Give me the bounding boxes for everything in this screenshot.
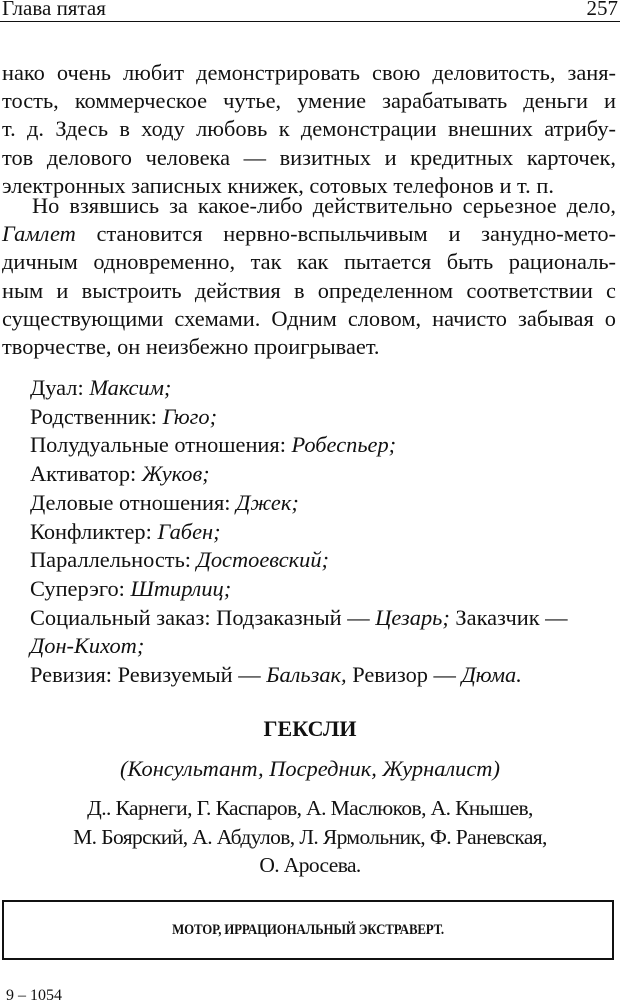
paragraph-line: т. д. Здесь в ходу любовь к демонстрации внешних атрибу- bbox=[2, 116, 616, 142]
relation-value: Жуков; bbox=[141, 461, 210, 487]
paragraph-line: творчестве, он неизбежно проигрывает. bbox=[2, 334, 380, 360]
section-subtitle: (Консультант, Посредник, Журналист) bbox=[120, 756, 500, 781]
type-description-text: МОТОР, ИРРАЦИОНАЛЬНЫЙ ЭКСТРАВЕРТ. bbox=[172, 922, 444, 938]
relation-label: Родственник: bbox=[30, 403, 163, 429]
relation-label: Параллельность: bbox=[30, 547, 197, 573]
chapter-title: Глава пятая bbox=[2, 0, 106, 20]
paragraph-line: тов делового человека — визитных и кредитных карточек, bbox=[2, 144, 616, 170]
relation-label: Деловые отношения: bbox=[30, 489, 237, 515]
relation-value: Штирлиц; bbox=[130, 575, 232, 601]
relation-item bbox=[30, 489, 610, 518]
relations-list bbox=[30, 374, 610, 690]
relation-value: Гюго; bbox=[162, 403, 218, 429]
relation-value: Робеспьер; bbox=[291, 432, 397, 458]
names-line: Д.. Карнеги, Г. Каспаров, А. Маслюков, А. Кнышев, bbox=[87, 796, 533, 820]
relation-label: Заказчик — bbox=[449, 604, 568, 630]
paragraph-2 bbox=[2, 192, 616, 361]
relation-label: Социальный заказ: Подзаказный — bbox=[30, 604, 376, 630]
relation-label: Активатор: bbox=[30, 461, 142, 487]
paragraph-line: Но взявшись за какое-либо действительно серьезное дело, bbox=[32, 193, 616, 218]
paragraph-1 bbox=[2, 59, 616, 200]
paragraph-line: ным и выстроить действия в определенном соответствии с bbox=[2, 277, 616, 303]
paragraph-line: тость, коммерческое чутье, умение зарабатывать деньги и bbox=[2, 88, 616, 114]
paragraph-line: нако очень любит демонстрировать свою деловитость, заня- bbox=[2, 60, 616, 85]
relation-label: Ревизор — bbox=[346, 662, 462, 688]
names-line: М. Боярский, А. Абдулов, Л. Ярмольник, Ф. Раневская, bbox=[73, 824, 547, 849]
section-title: ГЕКСЛИ bbox=[263, 716, 357, 741]
paragraph-line: дичным одновременно, так как пытается быть рациональ- bbox=[2, 249, 616, 275]
relation-value: Максим; bbox=[89, 375, 172, 400]
relation-label: Суперэго: bbox=[30, 575, 131, 601]
relation-item-revision bbox=[30, 661, 610, 690]
relation-item bbox=[30, 575, 610, 604]
relation-value: Джек; bbox=[236, 489, 299, 515]
relation-value: Габен; bbox=[157, 518, 221, 544]
paragraph-line: электронных записных книжек, сотовых телефонов и т. п. bbox=[2, 172, 554, 198]
relation-item bbox=[30, 518, 610, 547]
relation-item-continuation bbox=[30, 632, 610, 661]
paragraph-line-rest: становится нервно-вспыльчивым и занудно-мето- bbox=[75, 221, 616, 247]
type-name-italic: Гамлет bbox=[2, 221, 76, 247]
paragraph-line: существующими схемами. Одним словом, начисто забывая о bbox=[2, 305, 616, 331]
relation-label: Дуал: bbox=[30, 375, 90, 400]
relation-value: Бальзак, bbox=[266, 662, 347, 688]
relation-value: Цезарь; bbox=[375, 604, 450, 630]
printer-signature: 9 – 1054 bbox=[6, 987, 62, 1004]
page-number: 257 bbox=[586, 0, 618, 20]
relation-item bbox=[30, 374, 610, 403]
relation-item-social-order bbox=[30, 604, 610, 633]
relation-item bbox=[30, 403, 610, 432]
page-header bbox=[0, 0, 620, 22]
type-description-box bbox=[2, 900, 614, 960]
relation-item bbox=[30, 431, 610, 460]
relation-value: Дон-Кихот; bbox=[30, 633, 145, 659]
relation-value: Достоевский; bbox=[196, 547, 329, 573]
paragraph-line bbox=[2, 220, 616, 248]
relation-label: Ревизия: Ревизуемый — bbox=[30, 662, 267, 688]
relation-label: Полудуальные отношения: bbox=[30, 432, 292, 458]
relation-label: Конфликтер: bbox=[30, 518, 158, 544]
names-line: О. Аросева. bbox=[259, 853, 361, 877]
relation-value: Дюма. bbox=[461, 662, 522, 688]
famous-people-list bbox=[0, 794, 620, 880]
relation-item bbox=[30, 546, 610, 575]
relation-item bbox=[30, 460, 610, 489]
